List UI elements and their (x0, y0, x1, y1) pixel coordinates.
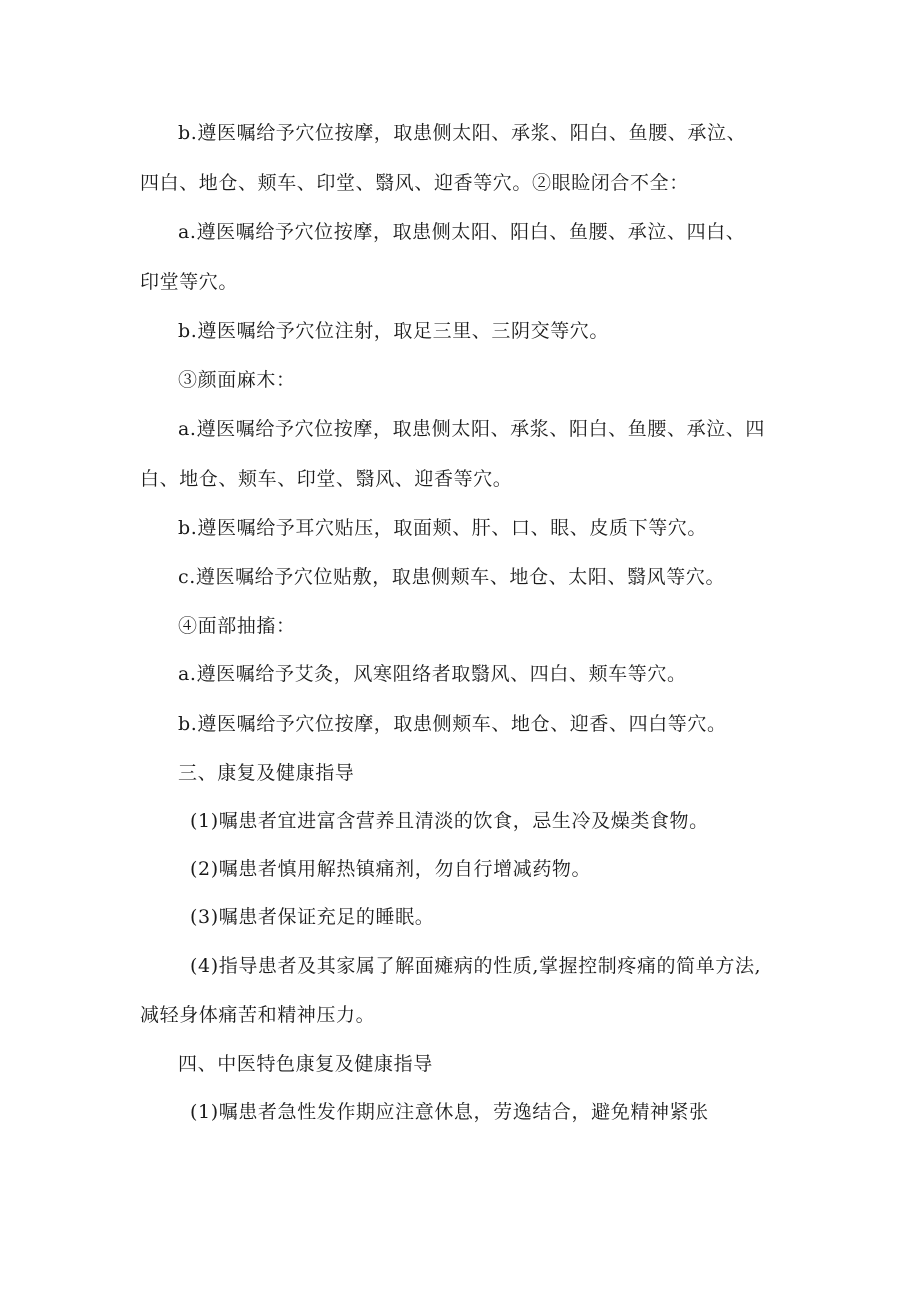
list-item: (2)嘱患者慎用解热镇痛剂，勿自行增减药物。 (190, 858, 592, 880)
text-line: b.遵医嘱给予耳穴贴压，取面颊、肝、口、眼、皮质下等穴。 (178, 517, 708, 539)
text-line: b.遵医嘱给予穴位注射，取足三里、三阴交等穴。 (178, 320, 610, 342)
text-line: b.遵医嘱给予穴位按摩，取患侧太阳、承浆、阳白、鱼腰、承泣、 (178, 122, 747, 144)
text-line: c.遵医嘱给予穴位贴敷，取患侧颊车、地仓、太阳、翳风等穴。 (178, 566, 726, 588)
text-line: 减轻身体痛苦和精神压力。 (140, 1004, 376, 1026)
section-heading: ③颜面麻木： (178, 369, 296, 391)
list-item: (1)嘱患者宜进富含营养且清淡的饮食，忌生冷及燥类食物。 (190, 810, 709, 832)
section-heading: ④面部抽搐： (178, 615, 296, 637)
section-heading: 三、康复及健康指导 (178, 762, 355, 784)
text-line: 印堂等穴。 (140, 271, 239, 293)
text-line: 四白、地仓、颊车、印堂、翳风、迎香等穴。②眼睑闭合不全： (140, 172, 689, 194)
text-line: 白、地仓、颊车、印堂、翳风、迎香等穴。 (140, 468, 513, 490)
text-line: a.遵医嘱给予穴位按摩，取患侧太阳、阳白、鱼腰、承泣、四白、 (178, 221, 746, 243)
list-item: (3)嘱患者保证充足的睡眠。 (190, 906, 435, 928)
list-item: (1)嘱患者急性发作期应注意休息，劳逸结合，避免精神紧张 (190, 1101, 709, 1123)
text-line: a.遵医嘱给予艾灸，风寒阻络者取翳风、四白、颊车等穴。 (178, 663, 687, 685)
text-line: b.遵医嘱给予穴位按摩，取患侧颊车、地仓、迎香、四白等穴。 (178, 713, 727, 735)
section-heading: 四、中医特色康复及健康指导 (178, 1053, 433, 1075)
list-item: (4)指导患者及其家属了解面瘫病的性质,掌握控制疼痛的简单方法, (190, 955, 762, 977)
text-line: a.遵医嘱给予穴位按摩，取患侧太阳、承浆、阳白、鱼腰、承泣、四 (178, 418, 765, 440)
